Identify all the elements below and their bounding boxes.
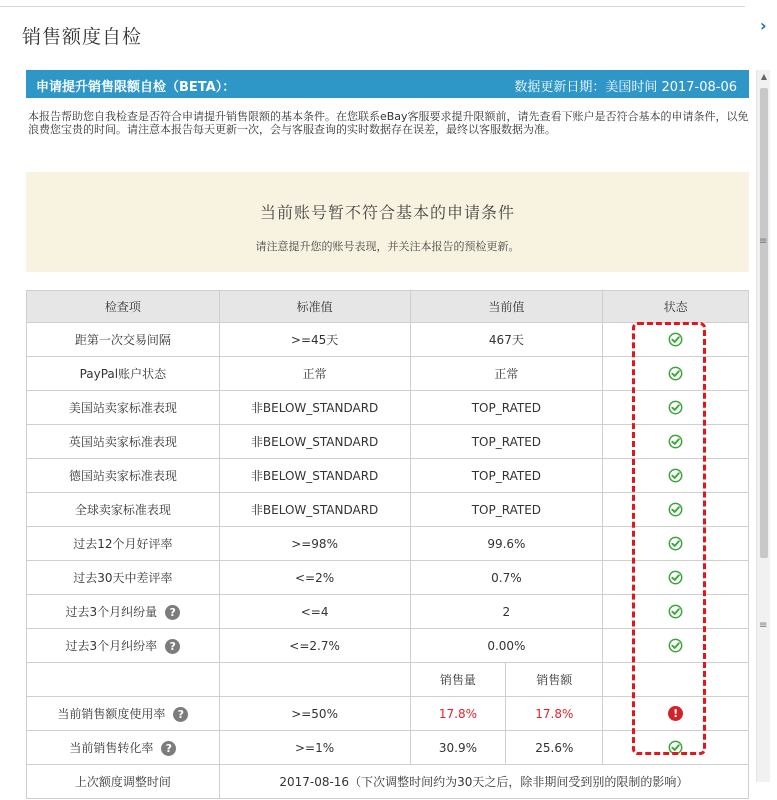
table-row: [27, 731, 749, 765]
current-value: 467天: [410, 323, 603, 357]
status-cell: [603, 493, 749, 527]
check-circle-icon: [668, 740, 683, 754]
table-row: [27, 561, 749, 595]
scroll-thumb[interactable]: [760, 88, 768, 558]
sub-header-amount: 销售额: [506, 663, 603, 697]
scroll-grip-icon: ≡: [759, 236, 768, 247]
check-circle-icon: [668, 604, 683, 618]
check-item-cell: [27, 425, 220, 459]
sales-amount-value: 17.8%: [506, 697, 603, 731]
standard-value: >=1%: [219, 731, 410, 765]
check-item-label: 当前销售额度使用率: [57, 707, 166, 721]
table-row: [27, 493, 749, 527]
check-item-cell: [27, 391, 220, 425]
status-cell: [603, 459, 749, 493]
notice-title: 当前账号暂不符合基本的申请条件: [259, 203, 515, 222]
standard-value: 非BELOW_STANDARD: [219, 425, 410, 459]
check-circle-icon: [668, 332, 683, 346]
table-row: [27, 391, 749, 425]
current-value: 正常: [410, 357, 603, 391]
last-adjust-label: 上次额度调整时间: [27, 765, 220, 799]
check-item-cell: [27, 561, 220, 595]
data-update-date: 数据更新日期：美国时间 2017-08-06: [514, 80, 737, 95]
table-row: [27, 323, 749, 357]
check-table: [26, 290, 749, 799]
table-row: [27, 357, 749, 391]
check-circle-icon: [668, 536, 683, 550]
status-cell: [603, 527, 749, 561]
check-item-label: 全球卖家标准表现: [74, 503, 171, 517]
check-item-cell: [27, 697, 220, 731]
question-mark-icon[interactable]: ?: [161, 741, 176, 756]
status-cell: [603, 357, 749, 391]
question-mark-icon[interactable]: ?: [173, 707, 188, 722]
page-title: 销售额度自检: [22, 26, 143, 48]
current-value: TOP_RATED: [410, 493, 603, 527]
table-header-row: [27, 291, 749, 323]
check-circle-icon: [668, 400, 683, 414]
current-value: 0.7%: [410, 561, 603, 595]
notice-subtitle: 请注意提升您的账号表现，并关注本报告的预检更新。: [255, 240, 520, 253]
check-circle-icon: [668, 434, 683, 448]
intro-text: 本报告帮助您自我检查是否符合申请提升销售限额的基本条件。在您联系eBay客服要求提升限额前，请先查看下账户是否符合基本的申请条件，以免浪费您宝贵的时间。请注意本报告每天更新一次，会与客服查询的实时数据存在误差，最终以客服数据为准。: [28, 110, 749, 136]
scroll-up-icon[interactable]: ▲: [760, 72, 768, 81]
status-cell: [603, 323, 749, 357]
check-item-label: 过去3个月纠纷率: [65, 639, 158, 653]
check-item-label: 英国站卖家标准表现: [68, 435, 177, 449]
check-item-cell: [27, 731, 220, 765]
sales-qty-value: 17.8%: [410, 697, 506, 731]
top-divider: [0, 6, 745, 7]
standard-value: <=2%: [219, 561, 410, 595]
check-item-cell: [27, 493, 220, 527]
standard-value: >=50%: [219, 697, 410, 731]
standard-value: 非BELOW_STANDARD: [219, 459, 410, 493]
check-circle-icon: [668, 468, 683, 482]
last-adjust-row: [27, 765, 749, 799]
check-item-label: 距第一次交易间隔: [74, 333, 171, 347]
header-current: 当前值: [410, 291, 603, 323]
banner-title: 申请提升销售限额自检（BETA）：: [36, 80, 236, 95]
check-item-cell: [27, 629, 220, 663]
check-circle-icon: [668, 502, 683, 516]
current-value: TOP_RATED: [410, 459, 603, 493]
status-cell: [603, 629, 749, 663]
standard-value: 非BELOW_STANDARD: [219, 391, 410, 425]
check-item-cell: [27, 595, 220, 629]
check-item-label: 德国站卖家标准表现: [68, 469, 177, 483]
table-row: [27, 425, 749, 459]
header-status: 状态: [603, 291, 749, 323]
check-item-cell: [27, 323, 220, 357]
header-check-item: 检查项: [27, 291, 220, 323]
standard-value: >=45天: [219, 323, 410, 357]
table-row: [27, 595, 749, 629]
sub-header-row: [27, 663, 749, 697]
current-value: 0.00%: [410, 629, 603, 663]
check-item-cell: [27, 357, 220, 391]
check-item-label: PayPal账户状态: [79, 367, 167, 381]
scrollbar[interactable]: [756, 70, 770, 782]
check-item-label: 过去30天中差评率: [73, 571, 173, 585]
table-row: [27, 527, 749, 561]
sub-header-qty: 销售量: [410, 663, 506, 697]
last-adjust-value: 2017-08-16（下次调整时间约为30天之后，除非期间受到别的限制的影响）: [219, 765, 748, 799]
check-item-cell: [27, 459, 220, 493]
check-circle-icon: [668, 366, 683, 380]
eligibility-notice: [26, 172, 749, 272]
check-item-label: 过去3个月纠纷量: [65, 605, 158, 619]
chevron-right-icon[interactable]: ›: [760, 16, 767, 35]
check-item-cell: [27, 527, 220, 561]
sales-qty-value: 30.9%: [410, 731, 506, 765]
header-standard: 标准值: [219, 291, 410, 323]
question-mark-icon[interactable]: ?: [165, 639, 180, 654]
standard-value: <=4: [219, 595, 410, 629]
status-cell: [603, 561, 749, 595]
table-row: [27, 629, 749, 663]
standard-value: >=98%: [219, 527, 410, 561]
check-item-label: 当前销售转化率: [69, 741, 154, 755]
status-cell: [603, 595, 749, 629]
table-row: [27, 697, 749, 731]
question-mark-icon[interactable]: ?: [165, 605, 180, 620]
check-item-label: 过去12个月好评率: [73, 537, 173, 551]
report-banner: [26, 70, 749, 98]
check-circle-icon: [668, 638, 683, 652]
current-value: 2: [410, 595, 603, 629]
table-row: [27, 459, 749, 493]
exclamation-circle-icon: !: [668, 706, 683, 721]
status-cell: [603, 731, 749, 765]
standard-value: 非BELOW_STANDARD: [219, 493, 410, 527]
scroll-grip-icon: ≡: [759, 620, 768, 631]
status-cell: [603, 425, 749, 459]
check-item-label: 美国站卖家标准表现: [68, 401, 177, 415]
current-value: TOP_RATED: [410, 425, 603, 459]
sales-amount-value: 25.6%: [506, 731, 603, 765]
check-circle-icon: [668, 570, 683, 584]
current-value: 99.6%: [410, 527, 603, 561]
status-cell: [603, 697, 749, 731]
standard-value: <=2.7%: [219, 629, 410, 663]
standard-value: 正常: [219, 357, 410, 391]
status-cell: [603, 391, 749, 425]
current-value: TOP_RATED: [410, 391, 603, 425]
